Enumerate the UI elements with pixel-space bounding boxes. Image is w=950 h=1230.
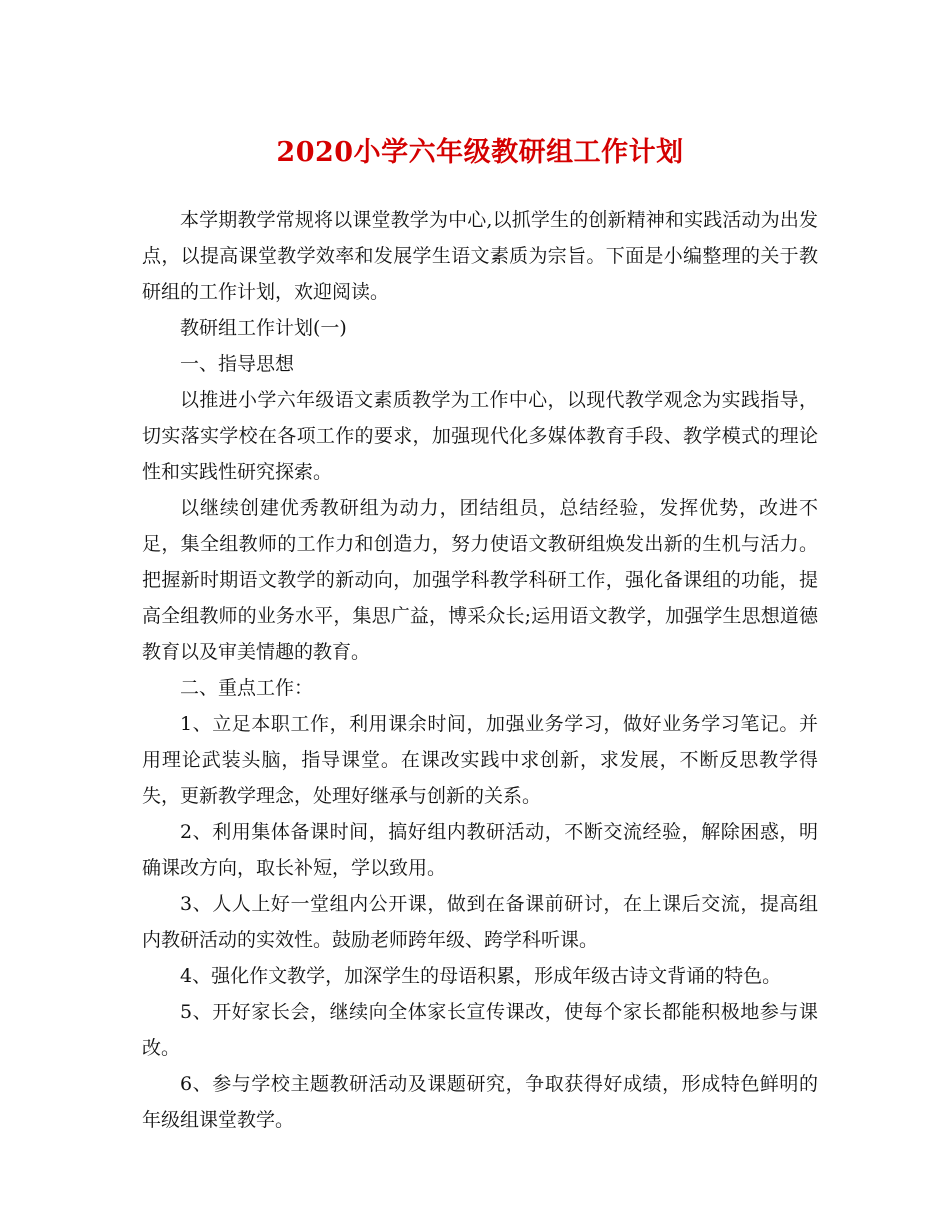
section-heading-key-work: 二、重点工作： — [180, 677, 314, 699]
list-item-2: 2、利用集体备课时间，搞好组内教研活动，不断交流经验，解除困惑，明确课改方向，取长补短，学以致用。 — [142, 821, 818, 879]
list-item-3: 3、人人上好一堂组内公开课，做到在备课前研讨，在上课后交流，提高组内教研活动的实效性。鼓励老师跨年级、跨学科听课。 — [142, 893, 818, 951]
section-heading-guiding-ideology: 一、指导思想 — [180, 353, 295, 375]
list-item-5: 5、开好家长会，继续向全体家长宣传课改，使每个家长都能积极地参与课改。 — [142, 1001, 818, 1059]
list-item-4: 4、强化作文教学，加深学生的母语积累，形成年级古诗文背诵的特色。 — [180, 965, 782, 987]
list-item-1: 1、立足本职工作，利用课余时间，加强业务学习，做好业务学习笔记。并用理论武装头脑，指导课堂。在课改实践中求创新，求发展，不断反思教学得失，更新教学理念，处理好继承与创新的关系。 — [142, 713, 818, 807]
document-body — [142, 202, 818, 1138]
paragraph-guiding-ideology: 以推进小学六年级语文素质教学为工作中心，以现代教学观念为实践指导，切实落实学校在各项工作的要求，加强现代化多媒体教育手段、教学模式的理论性和实践性研究探索。 — [142, 389, 818, 483]
paragraph-goals: 以继续创建优秀教研组为动力，团结组员，总结经验，发挥优势，改进不足，集全组教师的工作力和创造力，努力使语文教研组焕发出新的生机与活力。把握新时期语文教学的新动向，加强学科教学科研工作，强化备课组的功能，提高全组教师的业务水平，集思广益，博采众长;运用语文教学，加强学生思想道德教育以及审美情趣的教育。 — [142, 497, 818, 663]
plan-subtitle: 教研组工作计划(一) — [180, 317, 347, 339]
paragraph-intro: 本学期教学常规将以课堂教学为中心,以抓学生的创新精神和实践活动为出发点，以提高课堂教学效率和发展学生语文素质为宗旨。下面是小编整理的关于教研组的工作计划，欢迎阅读。 — [142, 209, 818, 303]
list-item-6: 6、参与学校主题教研活动及课题研究，争取获得好成绩，形成特色鲜明的年级组课堂教学。 — [142, 1073, 818, 1131]
document-title: 2020小学六年级教研组工作计划 — [276, 137, 684, 168]
